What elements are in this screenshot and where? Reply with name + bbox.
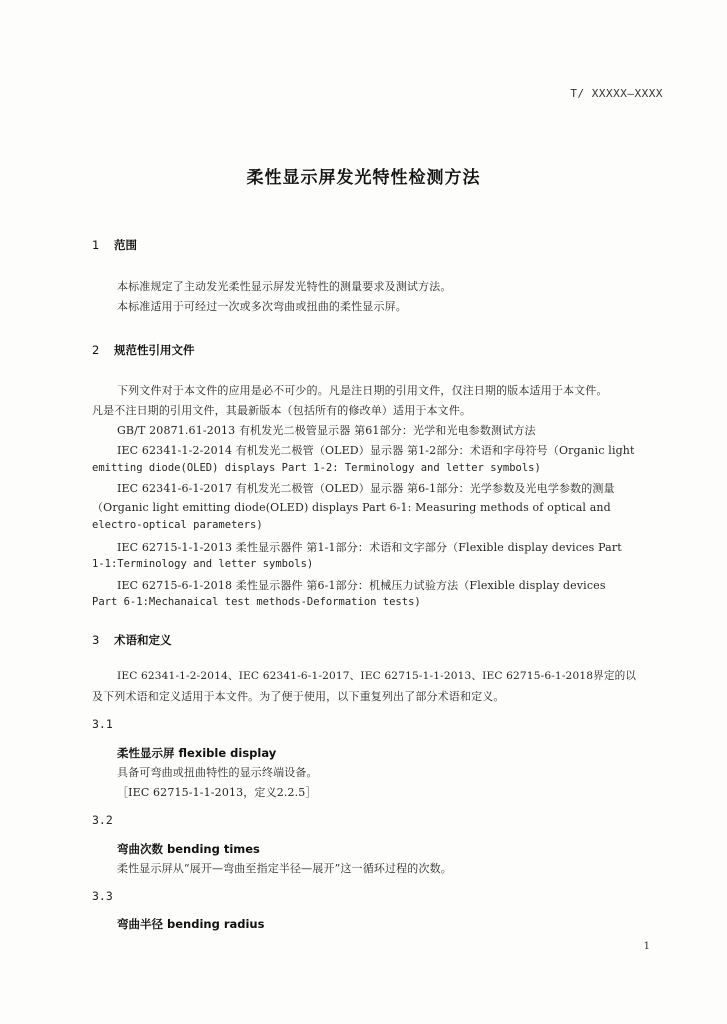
reference-item-3-line-1: IEC 62341-6-1-2017 有机发光二极管（OLED）显示器 第6-1部分：光学参数及光电学参数的测量: [117, 482, 615, 495]
section-number: 1: [92, 238, 100, 252]
term-3-2-name: 弯曲次数 bending times: [117, 842, 260, 856]
section-3-heading: [92, 632, 172, 648]
reference-item-2-line-1: IEC 62341-1-2-2014 有机发光二极管（OLED）显示器 第1-2部分：术语和字母符号（Organic light: [117, 444, 635, 457]
reference-item-5-line-2: Part 6-1:Mechanaical test methods-Deformation tests): [92, 596, 421, 608]
terms-intro-line-2: 及下列术语和定义适用于本文件。为了便于使用，以下重复列出了部分术语和定义。: [92, 690, 505, 703]
standard-code: T/ XXXXX—XXXX: [570, 87, 663, 100]
term-3-1-definition: 具备可弯曲或扭曲特性的显示终端设备。: [117, 766, 318, 779]
reference-item-5-line-1: IEC 62715-6-1-2018 柔性显示器件 第6-1部分：机械压力试验方法（Flexible display devices: [117, 579, 606, 592]
term-3-1-name: 柔性显示屏 flexible display: [117, 746, 277, 760]
section-title: 规范性引用文件: [114, 343, 195, 357]
section-title: 范围: [114, 238, 137, 252]
reference-item-4-line-2: 1-1:Terminology and letter symbols): [92, 558, 314, 570]
reference-item-3-line-2: （Organic light emitting diode(OLED) displays Part 6-1: Measuring methods of optical and: [92, 501, 611, 514]
term-3-1-source: ［IEC 62715-1-1-2013，定义2.2.5］: [117, 786, 317, 799]
document-title: 柔性显示屏发光特性检测方法: [246, 168, 481, 188]
page-number: 1: [643, 941, 650, 952]
reference-item-3-line-3: electro-optical parameters): [92, 519, 263, 531]
scope-paragraph-1: 本标准规定了主动发光柔性显示屏发光特性的测量要求及测试方法。: [117, 280, 452, 293]
term-3-1-number: 3.1: [92, 717, 113, 731]
reference-item-4-line-1: IEC 62715-1-1-2013 柔性显示器件 第1-1部分：术语和文字部分（Flexible display devices Part: [117, 541, 622, 554]
scope-paragraph-2: 本标准适用于可经过一次或多次弯曲或扭曲的柔性显示屏。: [117, 300, 407, 313]
reference-item-1: GB/T 20871.61-2013 有机发光二极管显示器 第61部分：光学和光电参数测试方法: [117, 424, 536, 437]
reference-item-2-line-2: emitting diode(OLED) displays Part 1-2: Terminology and letter symbols): [92, 462, 541, 474]
term-3-3-number: 3.3: [92, 889, 113, 903]
section-title: 术语和定义: [114, 633, 172, 647]
section-1-heading: [92, 237, 137, 253]
section-2-heading: [92, 342, 195, 358]
section-number: 2: [92, 343, 100, 357]
references-intro-line-2: 凡是不注日期的引用文件，其最新版本（包括所有的修改单）适用于本文件。: [92, 404, 472, 417]
term-3-2-definition: 柔性显示屏从“展开—弯曲至指定半径—展开”这一循环过程的次数。: [117, 862, 452, 875]
section-number: 3: [92, 633, 100, 647]
term-3-2-number: 3.2: [92, 813, 113, 827]
terms-intro-line-1: IEC 62341-1-2-2014、IEC 62341-6-1-2017、IEC 62715-1-1-2013、IEC 62715-6-1-2018界定的以: [117, 670, 637, 682]
term-3-3-name: 弯曲半径 bending radius: [117, 917, 265, 931]
references-intro-line-1: 下列文件对于本文件的应用是必不可少的。凡是注日期的引用文件，仅注日期的版本适用于本文件。: [117, 384, 608, 397]
